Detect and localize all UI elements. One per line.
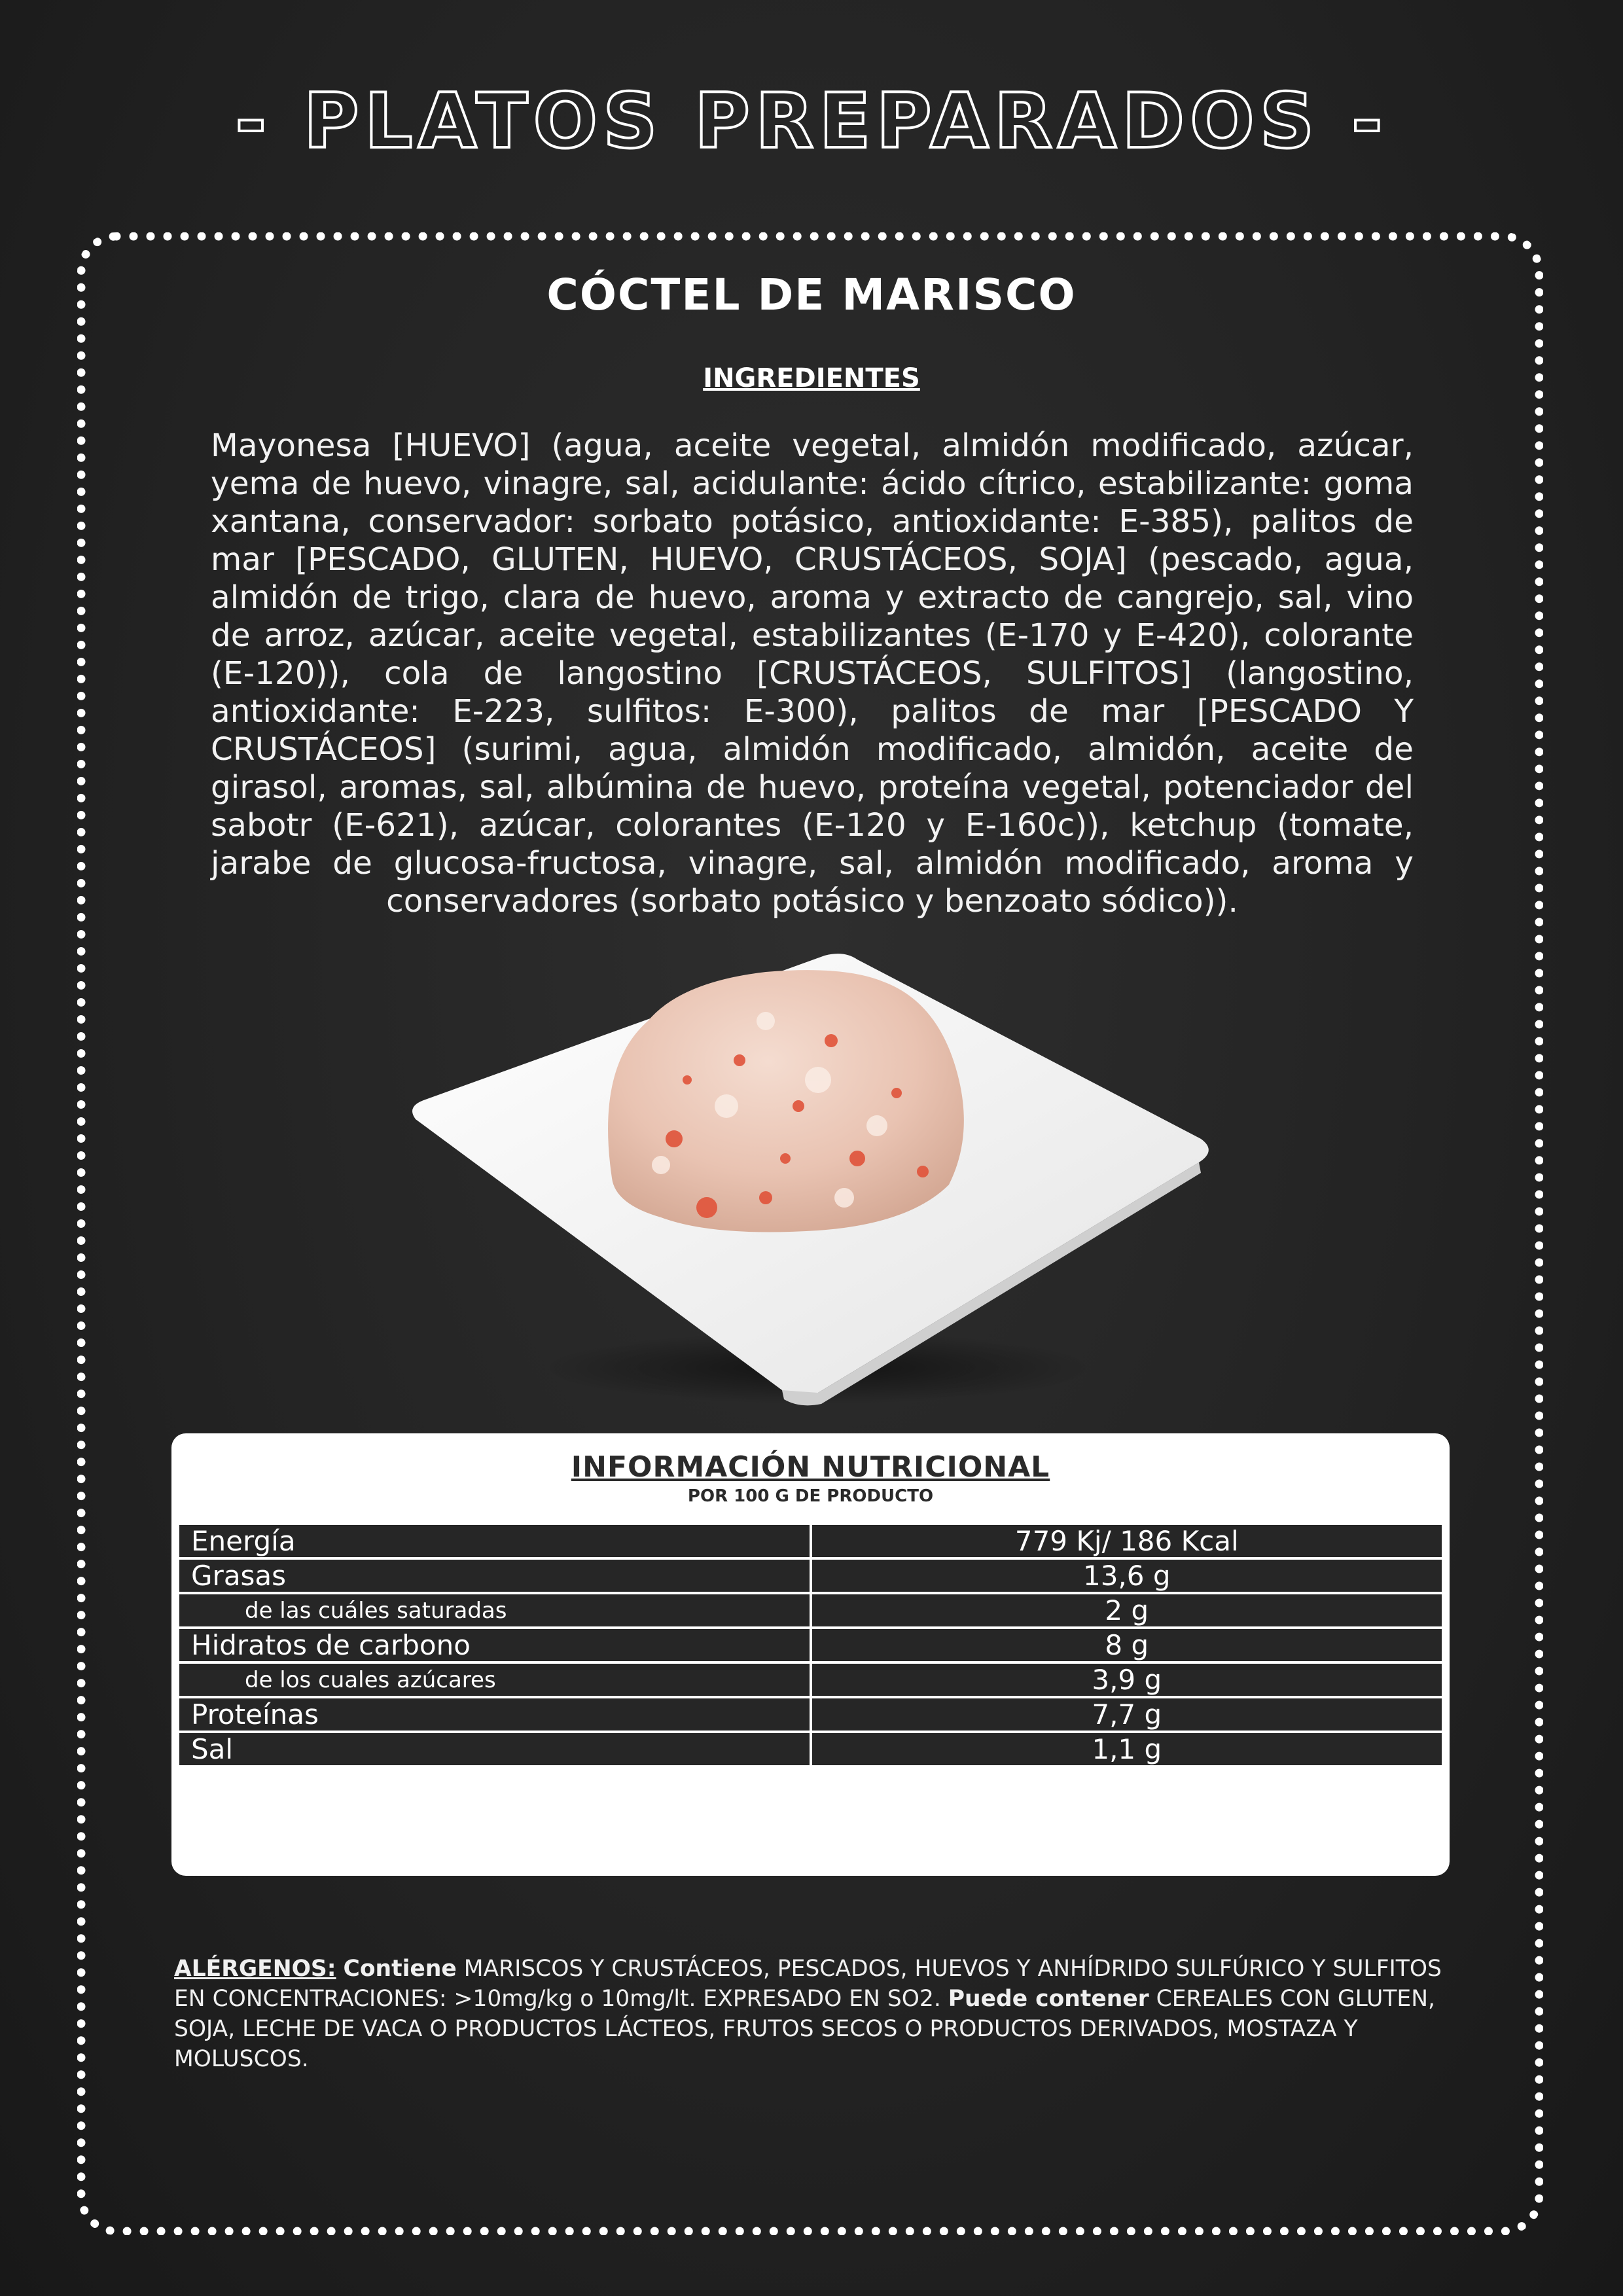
table-row — [178, 1628, 1443, 1662]
nutrition-panel — [171, 1433, 1450, 1876]
nutrient-value: 3,9 g — [811, 1662, 1444, 1697]
seafood-salad — [608, 970, 964, 1232]
table-row — [178, 1697, 1443, 1732]
ingredients-text: Mayonesa [HUEVO] (agua, aceite vegetal, almidón modificado, azúcar, yema de huevo, vinagre, sal, acidulante: ácido cítrico, estabilizante: goma xantana, conservador: sorbato potásico, antioxidante: E-385), palitos de mar [PESCADO, GLUTEN, HUEVO, CRUSTÁCEOS, SOJA] (pescado, agua, almidón de trigo, clara de huevo, aroma y extracto de cangrejo, sal, vino de arroz, azúcar, aceite vegetal, estabilizantes (E-170 y E-420), colorante (E-120)), cola de langostino [CRUSTÁCEOS, SULFITOS] (langostino, antioxidante: E-223, sulfitos: E-300), palitos de mar [PESCADO Y CRUSTÁCEOS] (surimi, agua, almidón modificado, almidón, aceite de girasol, aromas, sal, albúmina de huevo, proteína vegetal, potenciador del sabotr (E-621), azúcar, colorantes (E-120 y E-160c)), ketchup (tomate, jarabe de glucosa-fructosa, vinagre, sal, almidón modificado, aroma y conservadores (sorbato potásico y benzoato sódico)). — [211, 427, 1414, 920]
nutrient-value: 1,1 g — [811, 1732, 1444, 1767]
allergens-notice — [174, 1954, 1450, 2074]
table-row — [178, 1732, 1443, 1767]
table-row — [178, 1662, 1443, 1697]
nutrient-value: 13,6 g — [811, 1558, 1444, 1593]
nutrient-label: Energía — [178, 1524, 811, 1558]
nutrient-value: 2 g — [811, 1593, 1444, 1628]
nutrient-label: Grasas — [178, 1558, 811, 1593]
nutrient-value: 8 g — [811, 1628, 1444, 1662]
nutrient-label: de las cuáles saturadas — [178, 1593, 811, 1628]
nutrition-title: INFORMACIÓN NUTRICIONAL — [571, 1450, 1050, 1484]
nutrition-table — [177, 1522, 1444, 1768]
nutrient-label: Sal — [178, 1732, 811, 1767]
nutrient-label: de los cuales azúcares — [178, 1662, 811, 1697]
nutrient-label: Hidratos de carbono — [178, 1628, 811, 1662]
table-row — [178, 1524, 1443, 1558]
nutrient-value: 7,7 g — [811, 1697, 1444, 1732]
nutrition-subtitle: POR 100 G DE PRODUCTO — [687, 1486, 934, 1506]
contains-text: MARISCOS Y CRUSTÁCEOS, PESCADOS, HUEVOS Y ANHÍDRIDO SULFÚRICO Y SULFITOS EN CONCENTRACIONES: >10mg/kg o 10mg/lt. EXPRESADO EN SO2. — [174, 1956, 1442, 2012]
product-name: CÓCTEL DE MARISCO — [546, 270, 1077, 320]
table-row — [178, 1593, 1443, 1628]
may-contain-text: CEREALES CON GLUTEN, SOJA, LECHE DE VACA O PRODUCTOS LÁCTEOS, FRUTOS SECOS O PRODUCTOS DERIVADOS, MOSTAZA Y MOLUSCOS. — [174, 1986, 1435, 2072]
nutrient-value: 779 Kj/ 186 Kcal — [811, 1524, 1444, 1558]
page-title: - PLATOS PREPARADOS - — [235, 77, 1388, 166]
contains-label: Contiene — [343, 1956, 457, 1982]
nutrient-label: Proteínas — [178, 1697, 811, 1732]
allergens-label: ALÉRGENOS: — [174, 1956, 336, 1982]
dish-photo — [399, 942, 1224, 1414]
may-contain-label: Puede contener — [948, 1986, 1149, 2012]
ingredients-heading: INGREDIENTES — [703, 363, 920, 393]
table-row — [178, 1558, 1443, 1593]
